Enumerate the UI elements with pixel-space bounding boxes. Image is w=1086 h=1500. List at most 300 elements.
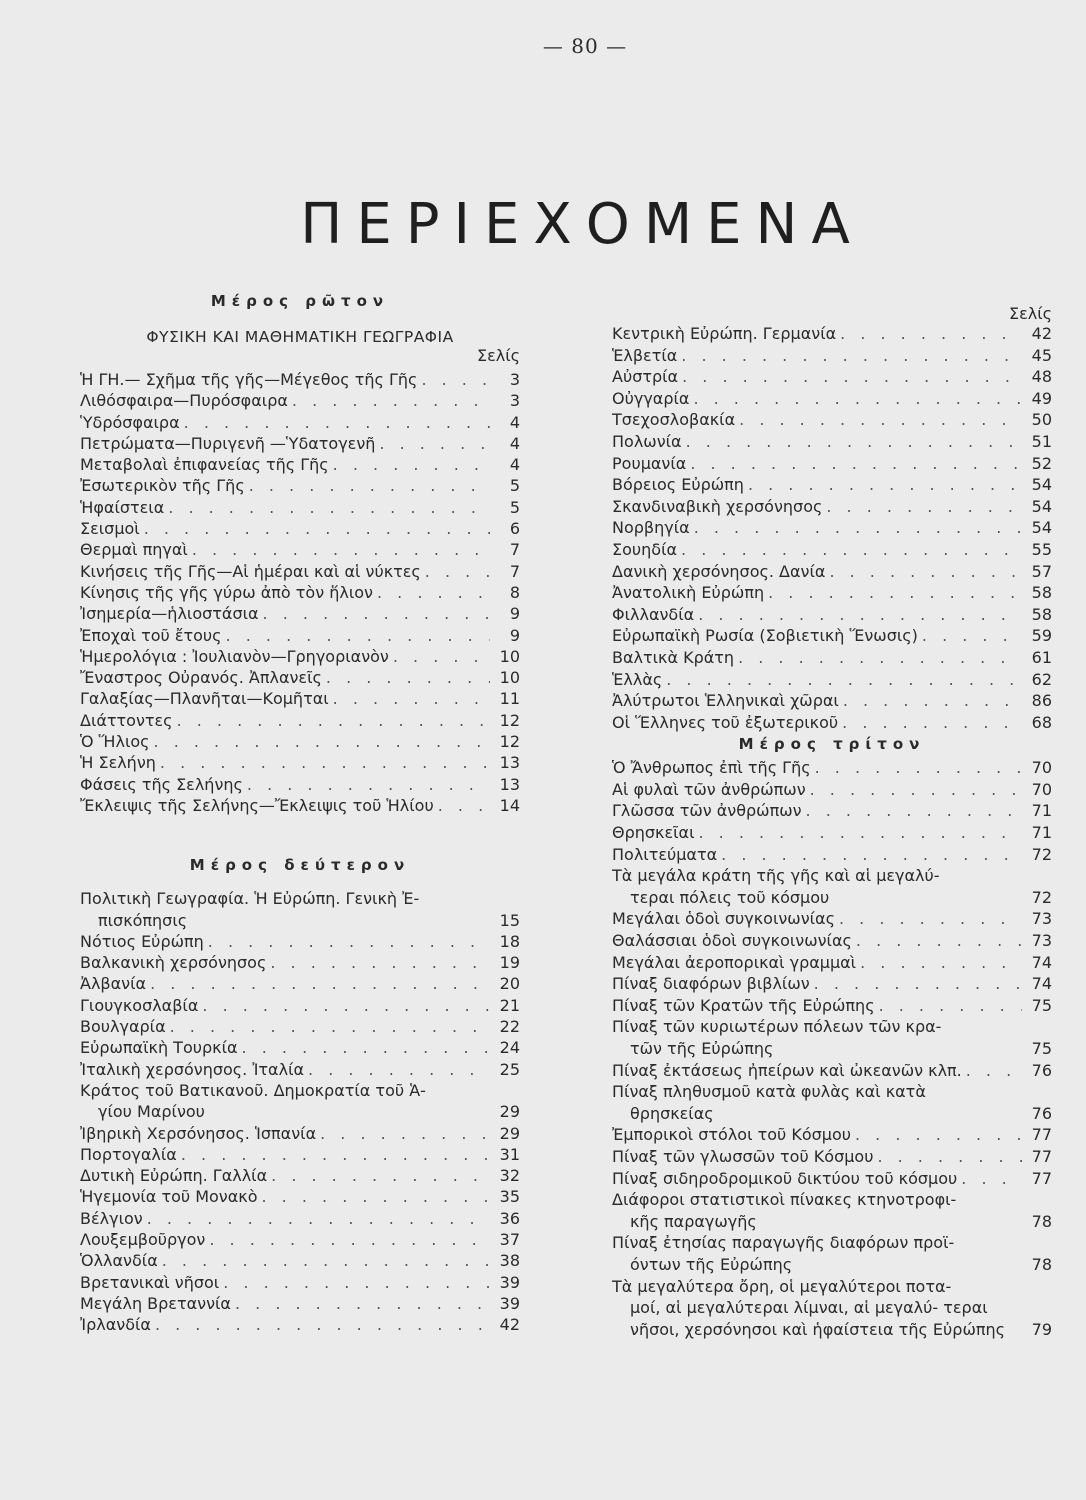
toc-entry-page: 4 <box>509 412 520 432</box>
dot-leader <box>270 952 490 973</box>
page-number: — 80 — <box>542 34 628 58</box>
toc-entry-page: 78 <box>1031 1254 1052 1274</box>
toc-entry-title: Ρουμανία <box>612 453 687 473</box>
toc-entry <box>80 454 520 475</box>
toc-entry-title: Μεταβολαὶ ἐπιφανείας τῆς Γῆς <box>80 455 329 475</box>
dot-leader <box>249 475 490 496</box>
toc-entry <box>80 973 520 994</box>
toc-entry-title: Λουξεμβοῦργον <box>80 1229 206 1249</box>
dot-leader <box>209 1229 490 1250</box>
toc-entry-page: 58 <box>1031 583 1052 603</box>
dot-leader <box>308 1059 490 1080</box>
toc-entry <box>80 646 520 667</box>
toc-entry-page: 45 <box>1031 345 1052 365</box>
toc-entry <box>612 712 1052 734</box>
toc-entry <box>612 995 1052 1017</box>
toc-entry-title: Αἱ φυλαὶ τῶν ἀνθρώπων <box>612 779 806 799</box>
toc-entry-title: Εὐρωπαϊκὴ Ρωσία (Σοβιετικὴ Ἕνωσις) <box>612 626 918 646</box>
part1-entries <box>80 369 520 816</box>
toc-entry-page: 77 <box>1031 1146 1052 1166</box>
toc-entry-title: Ὑδρόσφαιρα <box>80 412 180 432</box>
toc-entry-title: Πετρώματα—Πυριγενῆ —Ὑδατογενῆ <box>80 433 376 453</box>
toc-entry-page: 73 <box>1031 931 1052 951</box>
toc-entry-page: 74 <box>1031 974 1052 994</box>
toc-entry-title: Κίνησις τῆς γῆς γύρω ἀπὸ τὸν ἥλιον <box>80 582 373 602</box>
dot-leader <box>839 908 1022 930</box>
toc-entry-page: 5 <box>509 476 520 496</box>
toc-entry-title: Νότιος Εὐρώπη <box>80 931 204 951</box>
toc-entry-page: 78 <box>1031 1211 1052 1231</box>
toc-entry-title-continuation: πισκόπησις <box>98 910 188 930</box>
toc-entry-title: Μεγάλη Βρεταννία <box>80 1293 231 1313</box>
toc-entry-title: Διάφοροι στατιστικοὶ πίνακες κτηνοτροφι- κῆς παραγωγῆς <box>612 1189 1026 1232</box>
toc-entry-page: 9 <box>509 604 520 624</box>
toc-entry <box>612 865 1052 908</box>
dot-leader <box>829 561 1022 583</box>
dot-leader <box>682 366 1022 388</box>
toc-entry <box>80 475 520 496</box>
dot-leader <box>698 604 1022 626</box>
toc-entry-page: 39 <box>499 1293 520 1313</box>
page-label: Σελίς <box>1008 304 1052 323</box>
toc-entry-title: Ὁ Ἥλιος <box>80 732 150 752</box>
toc-entry <box>80 390 520 411</box>
toc-entry-page: 31 <box>499 1144 520 1164</box>
dot-leader <box>154 731 490 752</box>
toc-entry-page: 11 <box>499 689 520 709</box>
toc-entry-title: Δυτικὴ Εὐρώπη. Γαλλία <box>80 1166 268 1186</box>
dot-leader <box>226 625 490 646</box>
toc-entry <box>80 667 520 688</box>
toc-entry <box>612 1276 1052 1341</box>
toc-entry-page: 36 <box>499 1208 520 1228</box>
toc-entry-page: 7 <box>509 540 520 560</box>
toc-entry <box>612 366 1052 388</box>
dot-leader <box>421 369 490 390</box>
toc-entry <box>612 1016 1052 1059</box>
dot-leader <box>698 822 1022 844</box>
toc-entry-title: Εὐρωπαϊκὴ Τουρκία <box>80 1038 238 1058</box>
toc-entry-title: Ἐμπορικοὶ στόλοι τοῦ Κόσμου <box>612 1125 851 1145</box>
toc-entry-title: Γαλαξίας—Πλανῆται—Κομῆται <box>80 689 329 709</box>
toc-entry <box>80 369 520 390</box>
toc-entry-page: 70 <box>1031 779 1052 799</box>
toc-entry <box>612 604 1052 626</box>
toc-entry-title: Θερμαὶ πηγαὶ <box>80 540 188 560</box>
toc-entry-page: 76 <box>1031 1103 1052 1123</box>
dot-leader <box>168 497 490 518</box>
dot-leader <box>333 454 490 475</box>
toc-entry <box>612 388 1052 410</box>
toc-entry <box>612 474 1052 496</box>
toc-entry <box>80 931 520 952</box>
toc-entry <box>80 518 520 539</box>
toc-entry-page: 49 <box>1031 388 1052 408</box>
part2-heading: Μέρος δεύτερον <box>189 856 411 875</box>
toc-entry-page: 25 <box>499 1059 520 1079</box>
toc-entry-page: 4 <box>509 433 520 453</box>
dot-leader <box>144 518 490 539</box>
toc-entry-title: Οὐγγαρία <box>612 388 690 408</box>
dot-leader <box>147 1208 490 1229</box>
toc-entry <box>80 995 520 1016</box>
toc-entry-page: 72 <box>1031 887 1052 907</box>
dot-leader <box>877 1146 1022 1168</box>
toc-entry-page: 71 <box>1031 801 1052 821</box>
toc-entry-page: 19 <box>499 953 520 973</box>
toc-entry-title: Κράτος τοῦ Βατικανοῦ. Δημοκρατία τοῦ Ἁ- γίου Μαρίνου <box>80 1080 494 1123</box>
toc-entry-title: Γιουγκοσλαβία <box>80 995 199 1015</box>
dot-leader <box>860 952 1022 974</box>
dot-leader <box>810 779 1022 801</box>
toc-entry <box>612 1189 1052 1232</box>
dot-leader <box>235 1293 490 1314</box>
toc-entry <box>80 1037 520 1058</box>
toc-entry-page: 38 <box>499 1251 520 1271</box>
dot-leader <box>815 757 1022 779</box>
dot-leader <box>177 710 490 731</box>
toc-entry-title: Σκανδιναβικὴ χερσόνησος <box>612 496 823 516</box>
right-entries-a <box>612 323 1052 733</box>
dot-leader <box>922 625 1022 647</box>
toc-entry <box>612 1060 1052 1082</box>
dot-leader <box>721 844 1022 866</box>
toc-entry-page: 29 <box>499 1102 520 1122</box>
dot-leader <box>739 409 1022 431</box>
toc-entry <box>80 1144 520 1165</box>
toc-entry-title: Βόρειος Εὐρώπη <box>612 475 744 495</box>
toc-entry <box>612 561 1052 583</box>
toc-entry-title: Πίναξ ἐτησίας παραγωγῆς διαφόρων προϊ- όντων τῆς Εὐρώπης <box>612 1232 1026 1275</box>
dot-leader <box>184 412 490 433</box>
toc-entry <box>80 1293 520 1314</box>
toc-entry <box>80 1208 520 1229</box>
toc-entry-page: 58 <box>1031 604 1052 624</box>
toc-entry-page: 74 <box>1031 952 1052 972</box>
toc-entry-title: Μεγάλαι ἀεροπορικαὶ γραμμαὶ <box>612 952 857 972</box>
toc-entry <box>612 908 1052 930</box>
dot-leader <box>170 1016 490 1037</box>
toc-entry <box>80 774 520 795</box>
toc-entry <box>80 539 520 560</box>
toc-entry-title: Ἔναστρος Οὐρανός. Ἀπλανεῖς <box>80 668 322 688</box>
toc-entry <box>612 517 1052 539</box>
toc-entry-title: Ἀλύτρωτοι Ἑλληνικαὶ χῶραι <box>612 691 839 711</box>
toc-entry-page: 51 <box>1031 431 1052 451</box>
part1-heading: Μέρος ρῶτον <box>210 292 390 310</box>
toc-entry-title: Φάσεις τῆς Σελήνης <box>80 774 243 794</box>
toc-entry-page: 22 <box>499 1017 520 1037</box>
toc-entry-page: 5 <box>509 497 520 517</box>
toc-entry-page: 10 <box>499 646 520 666</box>
toc-entry-title: Λιθόσφαιρα—Πυρόσφαιρα <box>80 391 288 411</box>
dot-leader <box>263 603 490 624</box>
dot-leader <box>738 647 1022 669</box>
toc-entry <box>80 1186 520 1207</box>
toc-entry-title: Ἰβηρικὴ Χερσόνησος. Ἱσπανία <box>80 1123 317 1143</box>
toc-entry-title: Βρετανικαὶ νῆσοι <box>80 1272 220 1292</box>
toc-entry-page: 32 <box>499 1166 520 1186</box>
toc-entry-title: Κεντρικὴ Εὐρώπη. Γερμανία <box>612 324 837 343</box>
toc-entry <box>80 1314 520 1335</box>
dot-leader <box>690 453 1022 475</box>
dot-leader <box>155 1314 490 1335</box>
toc-entry-page: 54 <box>1031 496 1052 516</box>
toc-entry-title-continuation: όντων τῆς Εὐρώπης <box>630 1254 793 1274</box>
dot-leader <box>271 1165 490 1186</box>
toc-entry-title-continuation: μοί, αἱ μεγαλύτεραι λίμναι, αἱ μεγαλύ- τεραι νῆσοι, χερσόνησοι καὶ ἡφαίστεια τῆς Εὐρώπης <box>630 1298 1006 1339</box>
toc-entry <box>80 561 520 582</box>
toc-entry-title: Νορβηγία <box>612 518 690 538</box>
dot-leader <box>292 390 490 411</box>
toc-entry <box>612 345 1052 367</box>
toc-entry <box>612 1081 1052 1124</box>
toc-entry-page: 54 <box>1031 518 1052 538</box>
toc-entry-title: Σουηδία <box>612 539 678 559</box>
toc-entry <box>80 952 520 973</box>
toc-entry-title: Πίναξ σιδηροδρομικοῦ δικτύου τοῦ κόσμου <box>612 1168 958 1188</box>
toc-entry-title: Πίναξ πληθυσμοῦ κατὰ φυλὰς καὶ κατὰ θρησκείας <box>612 1081 1026 1124</box>
toc-entry-page: 4 <box>509 455 520 475</box>
toc-entry <box>80 1059 520 1080</box>
toc-entry-page: 52 <box>1031 453 1052 473</box>
toc-entry-title: Ἔκλειψις τῆς Σελήνης—Ἔκλειψις τοῦ Ἡλίου <box>80 795 434 815</box>
dot-leader <box>377 582 490 603</box>
toc-entry-page: 72 <box>1031 844 1052 864</box>
toc-entry-title: Ἡ Σελήνη <box>80 753 156 773</box>
toc-entry-title: Ἡγεμονία τοῦ Μονακὸ <box>80 1187 258 1207</box>
toc-entry-page: 77 <box>1031 1168 1052 1188</box>
toc-entry-title: Πίναξ τῶν κυριωτέρων πόλεων τῶν κρα- τῶν τῆς Εὐρώπης <box>612 1016 1026 1059</box>
page-label: Σελίς <box>476 346 520 365</box>
dot-leader <box>666 669 1022 691</box>
toc-entry-page: 76 <box>1031 1060 1052 1080</box>
dot-leader <box>681 539 1022 561</box>
dot-leader <box>160 752 490 773</box>
toc-entry-title: Βαλκανικὴ χερσόνησος <box>80 953 267 973</box>
toc-entry-page: 12 <box>499 732 520 752</box>
dot-leader <box>843 690 1022 712</box>
toc-entry-title: Ὁλλανδία <box>80 1251 158 1271</box>
toc-entry-page: 70 <box>1031 758 1052 778</box>
dot-leader <box>879 995 1022 1017</box>
dot-leader <box>681 345 1022 367</box>
toc-entry-title: Ἀνατολικὴ Εὐρώπη <box>612 583 765 603</box>
toc-entry-title: Ἰταλικὴ χερσόνησος. Ἰταλία <box>80 1059 305 1079</box>
toc-entry-title: Πολωνία <box>612 431 682 451</box>
toc-entry-page: 57 <box>1031 561 1052 581</box>
page-title: ΠΕΡΙΕΧΟΜΕΝΑ <box>300 192 864 257</box>
toc-entry-title: Ἐσωτερικὸν τῆς Γῆς <box>80 476 245 496</box>
dot-leader <box>425 561 490 582</box>
toc-entry-title: Ἰρλανδία <box>80 1315 151 1335</box>
toc-entry-title: Θρησκεῖαι <box>612 823 695 843</box>
toc-entry-page: 15 <box>499 910 520 930</box>
dot-leader <box>162 1250 490 1271</box>
toc-entry-title: Πολιτεύματα <box>612 844 718 864</box>
dot-leader <box>840 323 1022 345</box>
dot-leader <box>181 1144 490 1165</box>
toc-entry <box>80 625 520 646</box>
toc-entry-title-continuation: θρησκείας <box>630 1103 714 1123</box>
toc-entry-title: Ἀλβανία <box>80 974 147 994</box>
toc-entry-title: Κινήσεις τῆς Γῆς—Αἱ ἡμέραι καὶ αἱ νύκτες <box>80 561 421 581</box>
toc-entry-title: Πίναξ τῶν Κρατῶν τῆς Εὐρώπης <box>612 995 875 1015</box>
toc-entry-page: 71 <box>1031 823 1052 843</box>
toc-entry-title: Ἑλβετία <box>612 345 678 365</box>
toc-entry-page: 48 <box>1031 367 1052 387</box>
toc-entry-title: Φιλλανδία <box>612 604 695 624</box>
left-column <box>80 292 520 1335</box>
toc-entry-title: Πίναξ διαφόρων βιβλίων <box>612 974 810 994</box>
toc-entry-title: Τσεχοσλοβακία <box>612 410 736 430</box>
toc-entry-page: 21 <box>499 995 520 1015</box>
part3-heading: Μέρος τρίτον <box>738 735 926 754</box>
toc-entry-page: 3 <box>509 370 520 389</box>
toc-entry-title: Γλῶσσα τῶν ἀνθρώπων <box>612 801 802 821</box>
toc-entry <box>612 844 1052 866</box>
toc-entry-title: Αὐστρία <box>612 367 679 387</box>
dot-leader <box>686 431 1022 453</box>
dot-leader <box>202 995 490 1016</box>
right-entries-b <box>612 757 1052 1340</box>
toc-entry-page: 12 <box>499 710 520 730</box>
toc-entry-page: 50 <box>1031 410 1052 430</box>
toc-entry-page: 24 <box>499 1038 520 1058</box>
toc-entry-page: 37 <box>499 1229 520 1249</box>
toc-entry-page: 79 <box>1031 1319 1052 1339</box>
dot-leader <box>326 667 490 688</box>
dot-leader <box>814 973 1022 995</box>
toc-entry-page: 77 <box>1031 1125 1052 1145</box>
dot-leader <box>393 646 490 667</box>
toc-entry <box>80 497 520 518</box>
toc-entry-title: Μεγάλαι ὁδοὶ συγκοινωνίας <box>612 909 835 929</box>
toc-entry <box>80 888 520 931</box>
toc-entry-page: 14 <box>499 795 520 815</box>
toc-entry-page: 8 <box>509 582 520 602</box>
toc-entry <box>80 1123 520 1144</box>
part2-entries <box>80 888 520 1335</box>
toc-entry-page: 55 <box>1031 539 1052 559</box>
toc-entry <box>612 1146 1052 1168</box>
toc-entry <box>612 757 1052 779</box>
toc-entry-page: 20 <box>499 974 520 994</box>
toc-entry <box>612 323 1052 345</box>
toc-entry-title: Βέλγιον <box>80 1208 143 1228</box>
toc-entry-title-continuation: κῆς παραγωγῆς <box>630 1211 757 1231</box>
toc-entry <box>80 1165 520 1186</box>
toc-entry-title: Ἡ ΓΗ.— Σχῆμα τῆς γῆς—Μέγεθος τῆς Γῆς <box>80 370 418 389</box>
toc-entry <box>612 539 1052 561</box>
toc-entry <box>612 409 1052 431</box>
toc-entry-page: 62 <box>1031 669 1052 689</box>
dot-leader <box>693 388 1022 410</box>
toc-entry-title: Τὰ μεγάλα κράτη τῆς γῆς καὶ αἱ μεγαλύ- τεραι πόλεις τοῦ κόσμου <box>612 865 1026 908</box>
toc-entry-page: 9 <box>509 625 520 645</box>
toc-entry <box>612 625 1052 647</box>
dot-leader <box>320 1123 490 1144</box>
toc-entry-title: Διάττοντες <box>80 710 173 730</box>
toc-entry <box>80 412 520 433</box>
dot-leader <box>966 1060 1022 1082</box>
toc-entry-page: 18 <box>499 931 520 951</box>
toc-entry-page: 73 <box>1031 909 1052 929</box>
toc-entry-page: 13 <box>499 774 520 794</box>
toc-entry <box>80 1080 520 1123</box>
dot-leader <box>856 930 1022 952</box>
toc-entry-page: 7 <box>509 561 520 581</box>
dot-leader <box>208 931 490 952</box>
toc-entry <box>612 690 1052 712</box>
toc-entry-page: 42 <box>1031 324 1052 343</box>
toc-entry-page: 3 <box>509 391 520 411</box>
toc-entry <box>80 1229 520 1250</box>
toc-entry-title: Βαλτικὰ Κράτη <box>612 647 735 667</box>
toc-entry <box>80 1272 520 1293</box>
dot-leader <box>855 1124 1022 1146</box>
toc-entry <box>80 433 520 454</box>
toc-entry-page: 35 <box>499 1187 520 1207</box>
toc-entry-title-continuation: τῶν τῆς Εὐρώπης <box>630 1039 774 1058</box>
toc-entry <box>612 647 1052 669</box>
toc-entry-title: Ὁ Ἄνθρωπος ἐπὶ τῆς Γῆς <box>612 758 811 778</box>
toc-entry-title: Πίναξ ἐκτάσεως ἠπείρων καὶ ὠκεανῶν κλπ. <box>612 1060 962 1080</box>
toc-entry <box>612 930 1052 952</box>
dot-leader <box>247 774 490 795</box>
dot-leader <box>192 539 490 560</box>
toc-entry-page: 61 <box>1031 647 1052 667</box>
toc-entry-title: Πορτογαλία <box>80 1144 177 1164</box>
toc-entry-page: 42 <box>499 1315 520 1335</box>
toc-entry-page: 29 <box>499 1123 520 1143</box>
toc-entry-title-continuation: γίου Μαρίνου <box>98 1102 205 1122</box>
toc-entry-title-continuation: τεραι πόλεις τοῦ κόσμου <box>630 887 830 907</box>
toc-entry-page: 75 <box>1031 1039 1052 1058</box>
toc-entry-title: Οἱ Ἕλληνες τοῦ ἐξωτερικοῦ <box>612 712 839 732</box>
toc-entry-title: Ἡφαίστεια <box>80 497 165 517</box>
toc-entry-page: 6 <box>509 519 520 539</box>
toc-entry <box>80 1016 520 1037</box>
toc-entry <box>612 1168 1052 1190</box>
toc-entry <box>612 1232 1052 1275</box>
toc-entry <box>612 973 1052 995</box>
right-column <box>612 304 1052 1340</box>
toc-entry <box>80 688 520 709</box>
toc-entry <box>80 710 520 731</box>
toc-entry-title: Δανικὴ χερσόνησος. Δανία <box>612 561 826 581</box>
toc-entry-title: Ἡμερολόγια : Ἰουλιανὸν—Γρηγοριανὸν <box>80 646 389 666</box>
toc-entry <box>80 582 520 603</box>
toc-entry-title: Σεισμοὶ <box>80 519 140 539</box>
dot-leader <box>748 474 1022 496</box>
toc-entry-page: 86 <box>1031 691 1052 711</box>
toc-entry <box>80 752 520 773</box>
dot-leader <box>150 973 490 994</box>
dot-leader <box>842 712 1022 734</box>
toc-entry <box>612 952 1052 974</box>
toc-entry <box>612 669 1052 691</box>
toc-entry <box>612 496 1052 518</box>
dot-leader <box>806 800 1022 822</box>
toc-entry <box>612 822 1052 844</box>
toc-entry-page: 75 <box>1031 995 1052 1015</box>
toc-entry <box>612 431 1052 453</box>
dot-leader <box>438 795 490 816</box>
toc-entry-page: 13 <box>499 753 520 773</box>
dot-leader <box>242 1037 490 1058</box>
toc-entry <box>612 453 1052 475</box>
